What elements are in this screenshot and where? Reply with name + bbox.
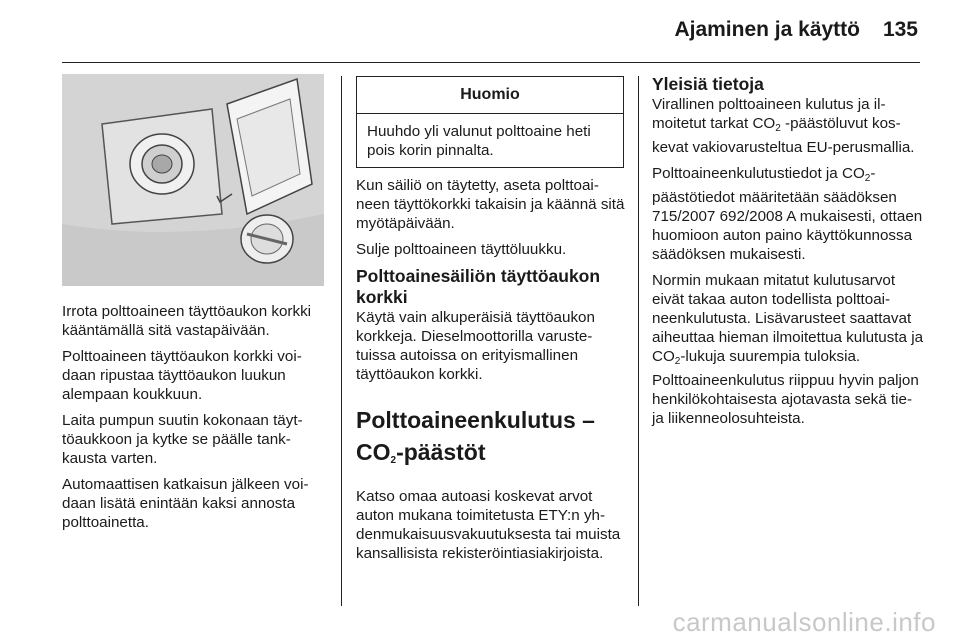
page-header <box>0 14 960 54</box>
heading-co: CO <box>356 439 391 465</box>
fuel-flap-drawing-icon <box>62 74 324 286</box>
heading-subscript: 2 <box>390 455 397 466</box>
page-number: 135 <box>882 18 918 41</box>
heading-suffix: -päästöt <box>396 439 486 465</box>
subscript: 2 <box>775 123 781 134</box>
note-text: Huuhdo yli valunut polttoaine heti pois korin pinnalta. <box>367 123 591 159</box>
column-divider-1 <box>341 76 342 606</box>
header-rule <box>62 62 920 63</box>
heading-line-1: Polttoaineenkulutus – <box>356 407 595 433</box>
paragraph: Irrota polttoaineen täyttöaukon korkki kääntämällä sitä vastapäivään. <box>62 303 312 339</box>
watermark: carmanualsonline.info <box>672 607 936 637</box>
text-part: Polttoaineenkulutustiedot ja CO <box>652 165 865 182</box>
subscript: 2 <box>864 173 871 184</box>
paragraph: Sulje polttoaineen täyttöluukku. <box>356 241 567 258</box>
column-divider-2 <box>638 76 639 606</box>
paragraph: Katso omaa autoasi koskevat arvot auton mukana toimitetusta ETY:n yhdenmukaisuusvakuutuksesta tai muista kansallisista rekisteröintiasiakirjoista. <box>356 488 621 562</box>
subscript: 2 <box>674 356 681 367</box>
text-part: -lukuja suurempia tuloksia. Polttoaineenkulutus riippuu hyvin paljon henkilökohtaisesta ajotavasta sekä tie- ja liikenneolosuhteista. <box>652 348 919 427</box>
fuel-filler-flap-illustration <box>62 74 324 286</box>
paragraph: Kun säiliö on täytetty, aseta polttoaineen täyttökorkki takaisin ja käännä sitä myötäpäivään. <box>356 177 625 232</box>
text-part: Normin mukaan mitatut kulutusarvot eivät takaa auton todellista polttoaineenkulutusta. Lisävarusteet saattavat aiheuttaa hieman ilmoitettua kulutusta ja CO <box>652 272 924 365</box>
general-info-heading: Yleisiä tietoja <box>652 74 764 94</box>
column-3 <box>652 74 927 435</box>
column-1 <box>62 302 330 539</box>
paragraph <box>652 164 927 264</box>
text-part: -päästöluvut koskevat vakiovarusteltua EU-perusmallia. <box>652 115 915 156</box>
sub-heading: Polttoainesäiliön täyttöaukon korkki <box>356 266 601 307</box>
paragraph: Polttoaineen täyttöaukon korkki voidaan ripustaa täyttöaukon luukun alempaan koukkuun. <box>62 348 302 403</box>
section-title: Ajaminen ja käyttö <box>674 18 860 41</box>
note-title: Huomio <box>357 77 623 114</box>
note-box <box>356 76 624 168</box>
paragraph: Automaattisen katkaisun jälkeen voidaan lisätä enintään kaksi annosta polttoainetta. <box>62 476 309 531</box>
paragraph: Käytä vain alkuperäisiä täyttöaukon korkkeja. Dieselmoottorilla varustetuissa autoissa on erityismallinen täyttöaukon korkki. <box>356 309 595 383</box>
paragraph <box>652 271 927 428</box>
column-2 <box>356 176 626 570</box>
text-part: Virallinen polttoaineen kulutus ja ilmoitetut tarkat CO <box>652 96 886 132</box>
text-part: -päästötiedot määritetään säädöksen 715/2007 692/2008 A mukaisesti, ottaen huomioon auton paino käyttökunnossa säädöksen mukaisesti. <box>652 165 923 263</box>
paragraph <box>652 95 927 157</box>
section-heading <box>356 404 626 477</box>
paragraph: Laita pumpun suutin kokonaan täyttöaukkoon ja kytke se päälle tankkausta varten. <box>62 412 303 467</box>
